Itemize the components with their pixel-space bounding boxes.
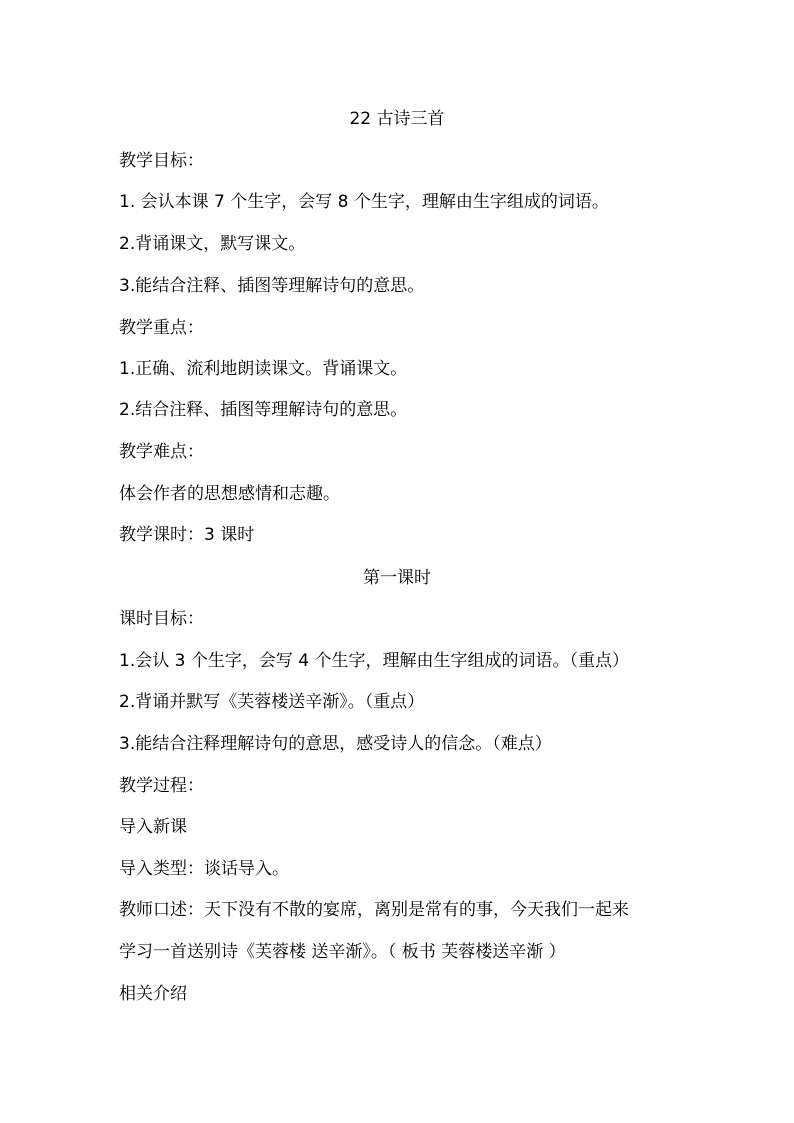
teaching-process-heading: 教学过程： (119, 776, 204, 796)
lesson-title: 22 古诗三首 (349, 109, 445, 129)
goal-item-1: 1. 会认本课 7 个生字，会写 8 个生字，理解由生字组成的词语。 (119, 192, 609, 212)
lesson-goals-heading: 课时目标： (119, 609, 204, 629)
teaching-hours: 教学课时：3 课时 (119, 525, 255, 545)
intro-heading: 导入新课 (119, 817, 187, 837)
teacher-narration-line-1: 教师口述：天下没有不散的宴席，离别是常有的事，今天我们一起来 (119, 900, 629, 920)
goal-item-2: 2.背诵课文，默写课文。 (119, 234, 306, 254)
goal-item-3: 3.能结合注释、插图等理解诗句的意思。 (119, 276, 425, 296)
related-introduction-heading: 相关介绍 (119, 984, 187, 1004)
intro-type: 导入类型：谈话导入。 (119, 859, 289, 879)
key-point-1: 1.正确、流利地朗读课文。背诵课文。 (119, 359, 408, 379)
lesson-goal-1: 1.会认 3 个生字，会写 4 个生字，理解由生字组成的词语。（重点） (119, 651, 629, 671)
key-points-heading: 教学重点： (119, 318, 204, 338)
difficulty-item-1: 体会作者的思想感情和志趣。 (119, 484, 340, 504)
lesson-goal-2: 2.背诵并默写《芙蓉楼送辛渐》。（重点） (119, 692, 425, 712)
teacher-narration-line-2: 学习一首送别诗《芙蓉楼 送辛渐》。（ 板书 芙蓉楼送辛渐 ） (119, 942, 566, 962)
lesson-goal-3: 3.能结合注释理解诗句的意思，感受诗人的信念。（难点） (119, 734, 552, 754)
difficulties-heading: 教学难点： (119, 442, 204, 462)
first-lesson-title: 第一课时 (363, 568, 431, 588)
key-point-2: 2.结合注释、插图等理解诗句的意思。 (119, 400, 408, 420)
goals-heading: 教学目标： (119, 151, 204, 171)
